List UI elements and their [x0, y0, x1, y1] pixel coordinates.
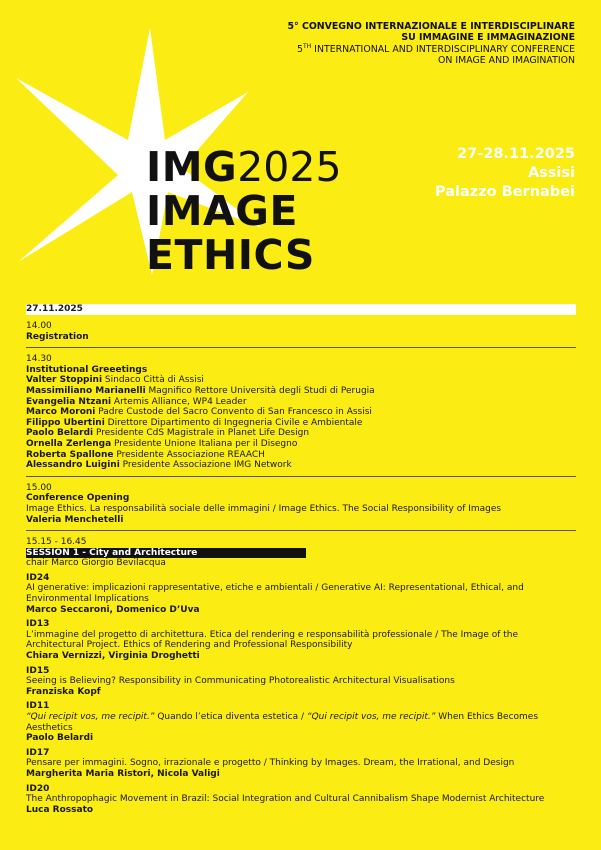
- talk-authors: Chiara Vernizzi, Virginia Droghetti: [26, 651, 200, 662]
- talk-id: ID15: [26, 665, 50, 676]
- greeting-item: Roberta Spallone Presidente Associazione REAACH: [26, 449, 265, 460]
- talk-authors: Franziska Kopf: [26, 686, 101, 697]
- greetings-title: Institutional Greeetings: [26, 364, 148, 375]
- talk-authors: Paolo Belardi: [26, 733, 94, 744]
- greetings-time: 14.30: [26, 354, 52, 365]
- talk-item: [26, 666, 576, 698]
- session-time: 15.15 - 16.45: [26, 537, 87, 548]
- header-line-4: ON IMAGE AND IMAGINATION: [438, 55, 575, 67]
- talk-id: ID11: [26, 701, 50, 712]
- talk-id: ID13: [26, 619, 50, 630]
- event-city: Assisi: [527, 165, 575, 181]
- opening-title: Conference Opening: [26, 493, 130, 504]
- divider: [26, 347, 576, 348]
- greetings-list: [26, 375, 576, 470]
- opening-speaker: Valeria Menchetelli: [26, 514, 124, 525]
- talk-item: [26, 573, 576, 615]
- greeting-item: Marco Moroni Padre Custode del Sacro Convento di San Francesco in Assisi: [26, 407, 372, 418]
- logo-img: IMG: [146, 143, 238, 191]
- program-date: 27.11.2025: [26, 304, 576, 315]
- opening-time: 15.00: [26, 482, 52, 493]
- greeting-item: Valter Stoppini Sindaco Città di Assisi: [26, 375, 204, 386]
- event-venue: Palazzo Bernabei: [435, 184, 575, 200]
- talk-authors: Marco Seccaroni, Domenico D’Uva: [26, 604, 200, 615]
- greeting-item: Paolo Belardi Presidente CdS Magistrale in Planet Life Design: [26, 428, 310, 439]
- talk-title: AI generative: implicazioni rappresentative, etiche e ambientali / Generative AI: Representational, Ethical, and Environmental Implications: [26, 583, 524, 605]
- session-title: SESSION 1 - City and Architecture: [26, 548, 306, 559]
- registration-title: Registration: [26, 331, 89, 342]
- talk-authors: Luca Rossato: [26, 804, 94, 815]
- logo-ethics: ETHICS: [146, 231, 315, 279]
- talk-title: The Anthropophagic Movement in Brazil: Social Integration and Cultural Cannibalism Shape Modernist Architecture: [26, 794, 545, 805]
- talk-title: Seeing is Believing? Responsibility in Communicating Photorealistic Architectural Visualisations: [26, 676, 455, 687]
- program: [26, 304, 576, 815]
- talk-item: [26, 748, 576, 780]
- registration-time: 14.00: [26, 321, 52, 331]
- greeting-item: Alessandro Luigini Presidente Associazione IMG Network: [26, 460, 292, 471]
- greeting-item: Filippo Ubertini Direttore Dipartimento di Ingegneria Civile e Ambientale: [26, 417, 363, 428]
- header-line-1: 5° CONVEGNO INTERNAZIONALE E INTERDISCIPLINARE: [287, 21, 575, 32]
- event-dates: 27-28.11.2025: [457, 146, 575, 162]
- talk-id: ID20: [26, 783, 50, 794]
- talk-title: L’immagine del progetto di architettura. Etica del rendering e responsabilità professionale / The Image of the Architectural Project. Ethics of Rendering and Professional Responsibility: [26, 629, 519, 651]
- divider: [26, 476, 576, 477]
- greeting-item: Ornella Zerlenga Presidente Unione Italiana per il Disegno: [26, 438, 298, 449]
- talk-item: [26, 784, 576, 816]
- greeting-item: Massimiliano Marianelli Magnifico Rettore Università degli Studi di Perugia: [26, 385, 375, 396]
- divider: [26, 530, 576, 531]
- conference-header: [287, 21, 575, 67]
- talk-id: ID17: [26, 747, 50, 758]
- header-line-3: 5TH INTERNATIONAL AND INTERDISCIPLINARY CONFERENCE: [297, 42, 575, 55]
- talk-id: ID24: [26, 572, 50, 583]
- opening-description: Image Ethics. La responsabilità sociale delle immagini / Image Ethics. The Social Responsibility of Images: [26, 503, 502, 514]
- talk-authors: Margherita Maria Ristori, Nicola Valigi: [26, 768, 220, 779]
- greeting-item: Evangelia Ntzani Artemis Alliance, WP4 Leader: [26, 396, 247, 407]
- conference-logo: [146, 145, 342, 277]
- talk-item: [26, 701, 576, 743]
- talk-title: Pensare per immagini. Sogno, irrazionale e progetto / Thinking by Images. Dream, the Irrational, and Design: [26, 758, 515, 769]
- event-info: [435, 145, 575, 202]
- session-chair: chair Marco Giorgio Bevilacqua: [26, 558, 166, 569]
- talk-title: “Qui recipit vos, me recipit.” Quando l’etica diventa estetica / “Qui recipit vos, me recipit.” When Ethics Becomes Aesthetics: [26, 712, 539, 733]
- logo-image: IMAGE: [146, 187, 298, 235]
- logo-year: 2025: [237, 143, 342, 191]
- header-line-2: SU IMMAGINE E IMMAGINAZIONE: [401, 32, 575, 44]
- talk-item: [26, 619, 576, 661]
